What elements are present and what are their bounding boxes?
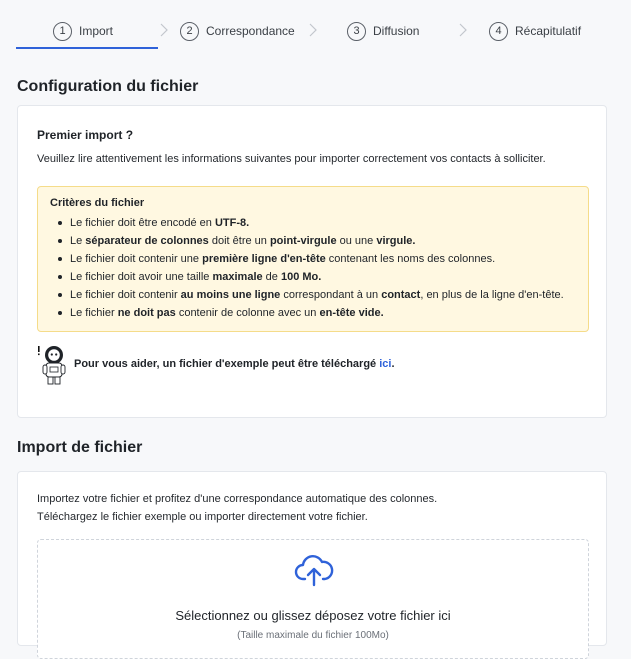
criteria-item: Le fichier doit être encodé en UTF-8. xyxy=(58,214,564,232)
chevron-right-icon xyxy=(457,22,469,38)
dropzone-size-hint: (Taille maximale du fichier 100Mo) xyxy=(237,630,389,641)
config-card xyxy=(17,105,607,418)
file-dropzone[interactable] xyxy=(37,539,589,659)
criteria-item: Le fichier ne doit pas contenir de colonne avec un en-tête vide. xyxy=(58,304,564,322)
criteria-title: Critères du fichier xyxy=(50,197,145,209)
step-label: Correspondance xyxy=(206,24,295,38)
section-title-configuration: Configuration du fichier xyxy=(17,78,199,95)
wizard-stepper xyxy=(0,0,631,50)
import-description-line1: Importez votre fichier et profitez d'une correspondance automatique des colonnes. xyxy=(37,493,438,505)
step-number: 2 xyxy=(180,22,199,41)
step-number: 4 xyxy=(489,22,508,41)
import-card xyxy=(17,471,607,646)
first-import-heading: Premier import ? xyxy=(37,128,134,142)
chevron-right-icon xyxy=(158,22,170,38)
dropzone-main-text: Sélectionnez ou glissez déposez votre fichier ici xyxy=(175,608,451,623)
step-number: 1 xyxy=(53,22,72,41)
step-label: Import xyxy=(79,24,114,38)
criteria-item: Le fichier doit avoir une taille maximale de 100 Mo. xyxy=(58,268,564,286)
step-number: 3 xyxy=(347,22,366,41)
step-label: Récapitulatif xyxy=(515,24,582,38)
criteria-item: Le fichier doit contenir une première ligne d'en-tête contenant les noms des colonnes. xyxy=(58,250,564,268)
step-recapitulatif[interactable] xyxy=(489,21,581,41)
step-import[interactable] xyxy=(53,21,113,41)
import-description-line2: Téléchargez le fichier exemple ou importer directement votre fichier. xyxy=(37,511,368,523)
step-diffusion[interactable] xyxy=(347,21,419,41)
criteria-item: Le séparateur de colonnes doit être un point-virgule ou une virgule. xyxy=(58,232,564,250)
chevron-right-icon xyxy=(307,22,319,38)
section-title-import: Import de fichier xyxy=(17,439,143,456)
astronaut-mascot-icon xyxy=(37,344,67,386)
step-correspondance[interactable] xyxy=(180,21,295,41)
intro-text: Veuillez lire attentivement les informations suivantes pour importer correctement vos contacts à solliciter. xyxy=(37,153,546,165)
criteria-list xyxy=(58,214,564,322)
example-file-link[interactable]: ici xyxy=(379,358,392,370)
file-criteria-box xyxy=(37,186,589,332)
cloud-upload-icon xyxy=(294,554,334,588)
step-label: Diffusion xyxy=(373,24,420,38)
help-text: Pour vous aider, un fichier d'exemple peut être téléchargé ici. xyxy=(74,358,395,370)
criteria-item: Le fichier doit contenir au moins une ligne correspondant à un contact, en plus de la ligne d'en-tête. xyxy=(58,286,564,304)
active-step-indicator xyxy=(16,47,158,49)
